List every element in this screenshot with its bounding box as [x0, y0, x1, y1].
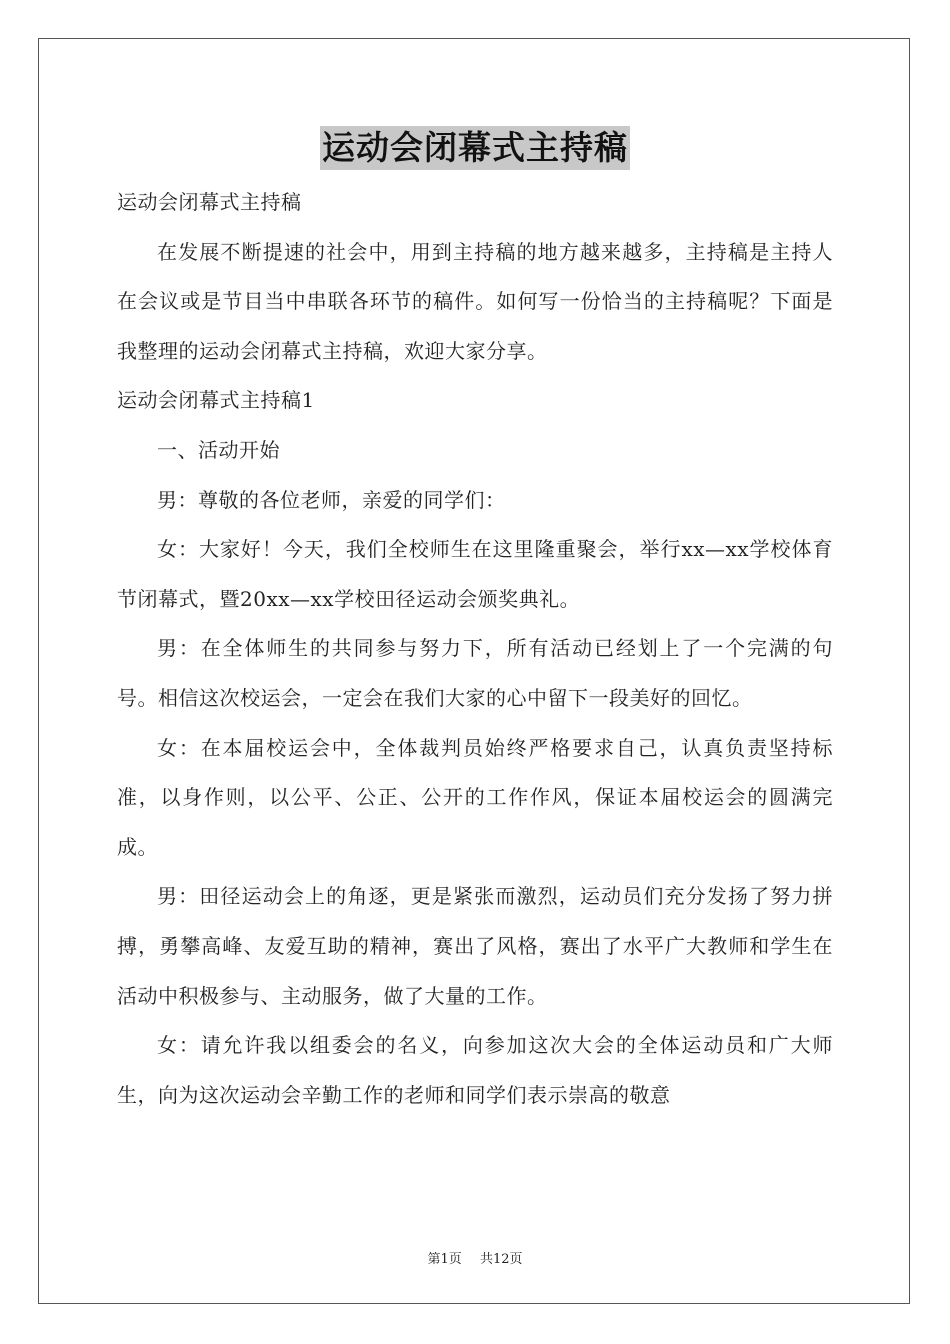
page-number-current: 第1页	[427, 1252, 462, 1267]
paragraph: 男：在全体师生的共同参与努力下，所有活动已经划上了一个完满的句号。相信这次校运会，一定会在我们大家的心中留下一段美好的回忆。	[117, 636, 833, 710]
title-container	[0, 126, 950, 170]
paragraph: 男：尊敬的各位老师，亲爱的同学们：	[157, 487, 506, 512]
document-title: 运动会闭幕式主持稿	[320, 126, 630, 170]
paragraph: 女：请允许我以组委会的名义，向参加这次大会的全体运动员和广大师生，向为这次运动会辛勤工作的老师和同学们表示崇高的敬意	[117, 1033, 833, 1107]
paragraph: 男：田径运动会上的角逐，更是紧张而激烈，运动员们充分发扬了努力拼搏，勇攀高峰、友爱互助的精神，赛出了风格，赛出了水平广大教师和学生在活动中积极参与、主动服务，做了大量的工作。	[117, 884, 833, 1008]
page-footer	[0, 1248, 950, 1267]
page-number-total: 共12页	[479, 1252, 523, 1267]
paragraph: 女：在本届校运会中，全体裁判员始终严格要求自己，认真负责坚持标准，以身作则，以公平、公正、公开的工作作风，保证本届校运会的圆满完成。	[117, 735, 833, 859]
paragraph: 运动会闭幕式主持稿1	[117, 388, 315, 413]
paragraph: 一、活动开始	[157, 437, 280, 462]
paragraph: 在发展不断提速的社会中，用到主持稿的地方越来越多，主持稿是主持人在会议或是节目当中串联各环节的稿件。如何写一份恰当的主持稿呢？下面是我整理的运动会闭幕式主持稿，欢迎大家分享。	[117, 239, 833, 363]
paragraph: 运动会闭幕式主持稿	[117, 190, 302, 214]
paragraph: 女：大家好！今天，我们全校师生在这里隆重聚会，举行xx—xx学校体育节闭幕式，暨20xx—xx学校田径运动会颁奖典礼。	[117, 537, 833, 611]
document-body	[117, 178, 833, 1120]
